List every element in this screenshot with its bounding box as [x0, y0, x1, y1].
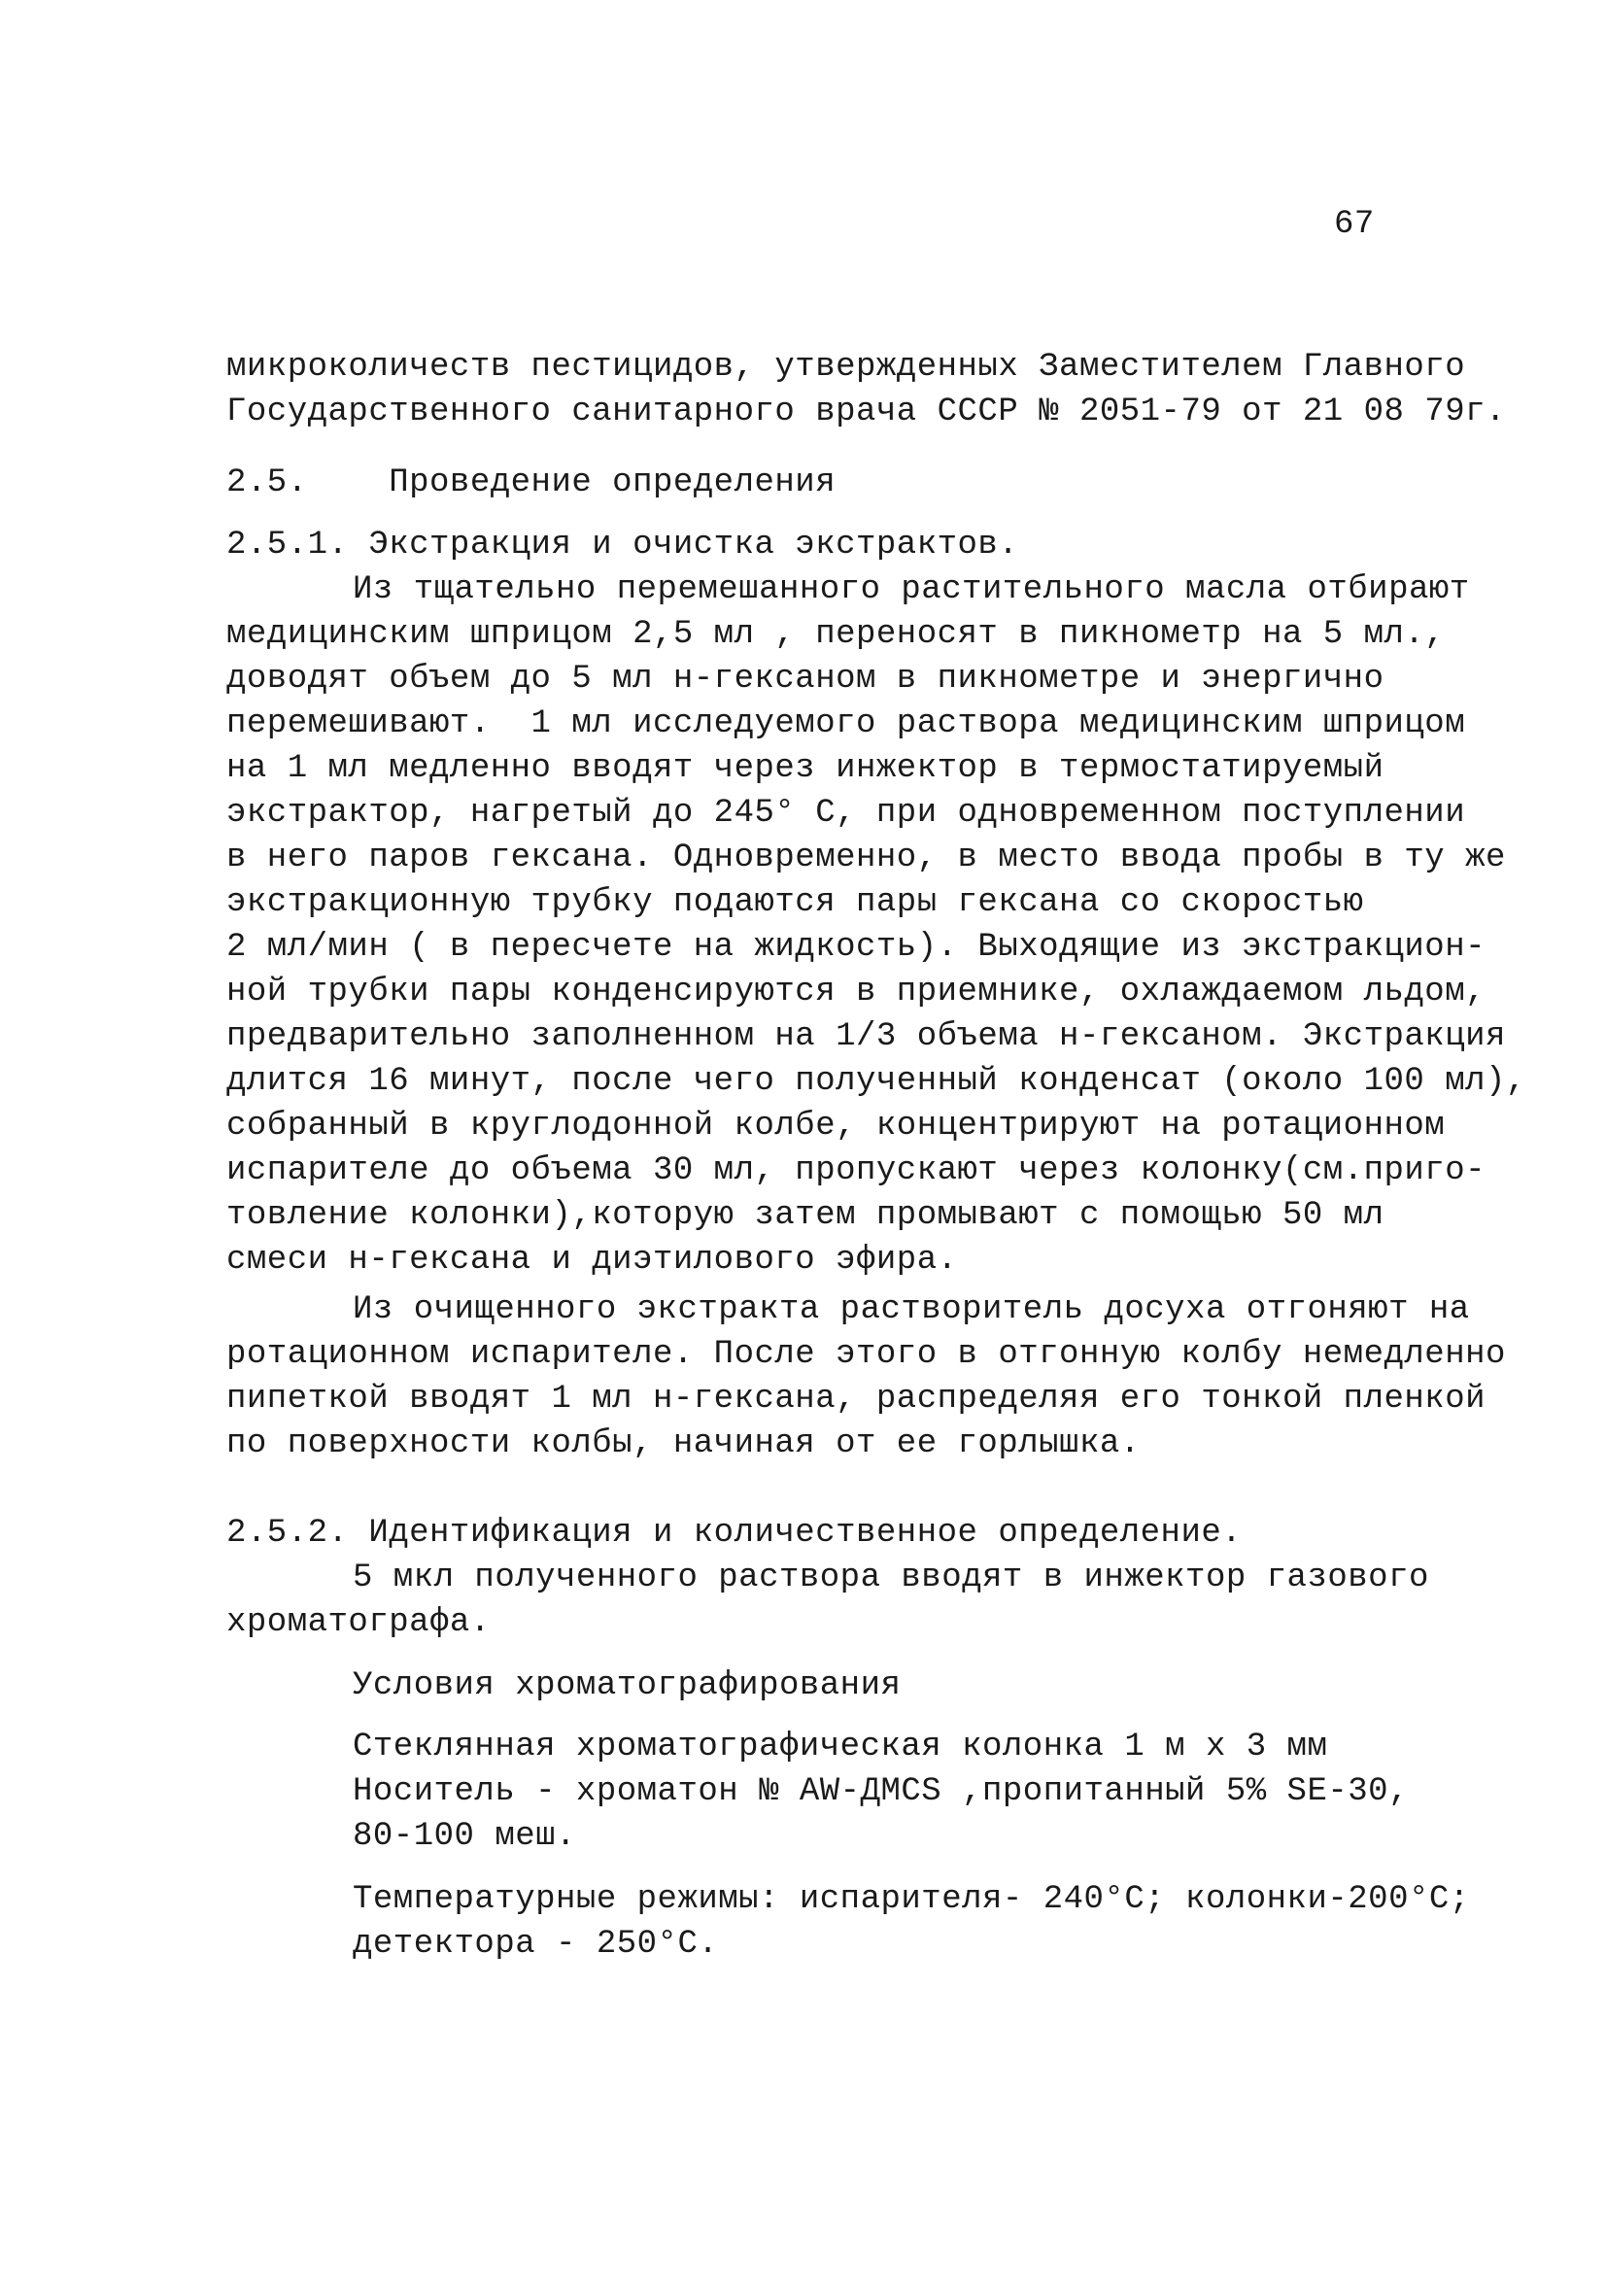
text-line: предварительно заполненном на 1/3 объема н-гексаном. Экстракция	[226, 1018, 1506, 1055]
text-line: пипеткой вводят 1 мл н-гексана, распределяя его тонкой пленкой	[226, 1381, 1486, 1418]
text-line: медицинским шприцом 2,5 мл , переносят в пикнометр на 5 мл.,	[226, 616, 1446, 653]
subsection-heading: 2.5.1. Экстракция и очистка экстрактов.	[226, 527, 1019, 564]
subsection-heading: 2.5.2. Идентификация и количественное определение.	[226, 1515, 1243, 1552]
text-line: по поверхности колбы, начиная от ее горлышка.	[226, 1425, 1141, 1462]
text-line: хроматографа.	[226, 1604, 491, 1641]
text-line: в него паров гексана. Одновременно, в место ввода пробы в ту же	[226, 840, 1506, 876]
text-line: длится 16 минут, после чего полученный конденсат (около 100 мл),	[226, 1063, 1526, 1100]
text-line: Носитель - хроматон № AW-ДМCS ,пропитанный 5% SE-30,	[353, 1773, 1409, 1810]
text-line: 5 мкл полученного раствора вводят в инжектор газового	[353, 1559, 1429, 1596]
text-line: Из очищенного экстракта растворитель досуха отгоняют на	[353, 1291, 1470, 1328]
page-number: 67	[1334, 206, 1375, 243]
text-line: доводят объем до 5 мл н-гексаном в пикнометре и энергично	[226, 661, 1384, 698]
text-line: детектора - 250°С.	[353, 1926, 719, 1963]
text-line: Температурные режимы: испарителя- 240°С; колонки-200°С;	[353, 1881, 1470, 1918]
text-line: собранный в круглодонной колбе, концентрируют на ротационном	[226, 1108, 1446, 1145]
text-line: на 1 мл медленно вводят через инжектор в термостатируемый	[226, 750, 1384, 787]
text-line: испарителе до объема 30 мл, пропускают через колонку(см.приго-	[226, 1152, 1486, 1189]
text-line: ротационном испарителе. После этого в отгонную колбу немедленно	[226, 1336, 1506, 1373]
text-line: Стеклянная хроматографическая колонка 1 м х 3 мм	[353, 1729, 1328, 1765]
text-line: микроколичеств пестицидов, утвержденных Заместителем Главного	[226, 349, 1466, 386]
conditions-heading: Условия хроматографирования	[353, 1667, 902, 1704]
text-line: смеси н-гексана и диэтилового эфира.	[226, 1242, 958, 1279]
text-line: 2 мл/мин ( в пересчете на жидкость). Выходящие из экстракцион-	[226, 929, 1486, 966]
text-line: Из тщательно перемешанного растительного масла отбирают	[353, 571, 1470, 608]
text-line: экстракционную трубку подаются пары гексана со скоростью	[226, 884, 1364, 921]
text-line: 80-100 меш.	[353, 1818, 576, 1855]
section-heading: 2.5. Проведение определения	[226, 464, 837, 501]
text-line: ной трубки пары конденсируются в приемнике, охлаждаемом льдом,	[226, 974, 1486, 1011]
text-line: товление колонки),которую затем промывают с помощью 50 мл	[226, 1197, 1384, 1234]
text-line: экстрактор, нагретый до 245° С, при одновременном поступлении	[226, 795, 1466, 832]
text-line: перемешивают. 1 мл исследуемого раствора медицинским шприцом	[226, 705, 1466, 742]
text-line: Государственного санитарного врача СССР № 2051-79 от 21 08 79г.	[226, 394, 1506, 430]
